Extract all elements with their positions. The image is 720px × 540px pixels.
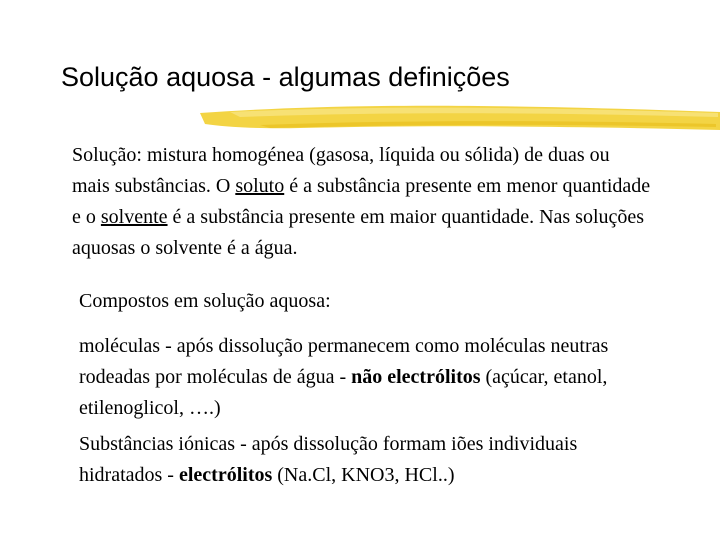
solvente-term: solvente (100, 206, 168, 228)
non-electrolytes-term: não electrólitos (351, 366, 481, 388)
soluto-term: soluto (235, 175, 285, 197)
ionic-text-end: (Na.Cl, KNO3, HCl..) (272, 464, 455, 486)
definition-paragraph (72, 140, 652, 264)
definition-text-start: Solução: mistura homogénea (gasosa, líquida ou sólida) de duas ou mais substâncias. O (72, 144, 610, 197)
title-underline-brushstroke (0, 0, 720, 140)
ionic-text-start: Substâncias iónicas - após dissolução formam iões individuais hidratados - (79, 433, 578, 486)
compounds-heading: Compostos em solução aquosa: (79, 290, 331, 312)
definition-text-end: é a substância presente em maior quantidade. Nas soluções aquosas o solvente é a água. (72, 206, 645, 259)
molecules-paragraph (79, 331, 649, 424)
molecules-text-end: (açúcar, etanol, etilenoglicol, ….) (79, 366, 608, 419)
electrolytes-term: electrólitos (178, 464, 273, 486)
ionic-substances-paragraph (79, 429, 649, 491)
slide-title: Solução aquosa - algumas definições (61, 62, 510, 92)
definition-text-middle: é a substância presente em menor quantidade e o (72, 175, 651, 228)
molecules-text-start: moléculas - após dissolução permanecem como moléculas neutras rodeadas por moléculas de água - (79, 335, 609, 388)
